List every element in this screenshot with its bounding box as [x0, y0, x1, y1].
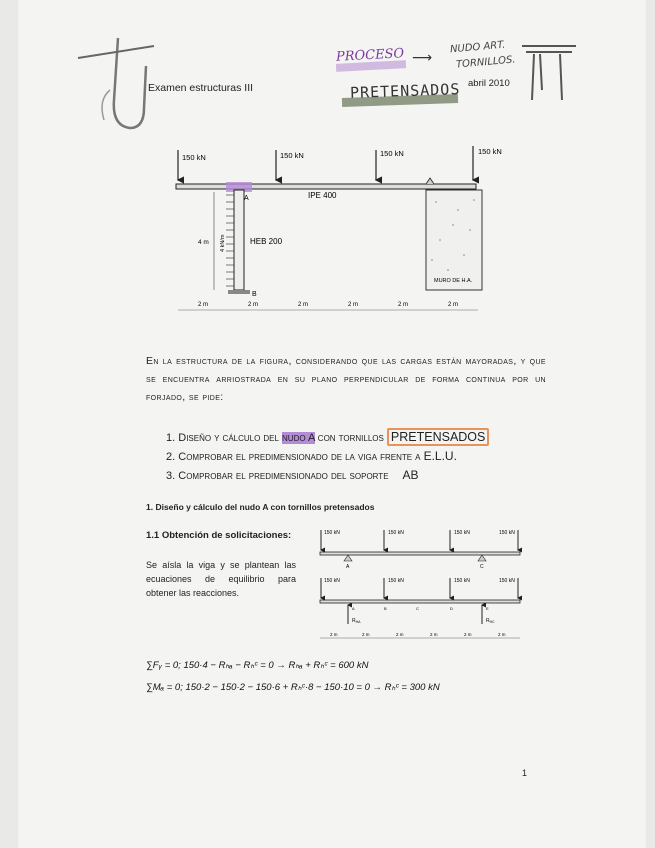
beam-label: IPE 400 [308, 191, 337, 200]
span-label: 2 m [330, 632, 338, 637]
point-label: C [416, 606, 419, 611]
equation-moments: ∑Mₐ = 0; 150·2 − 150·2 − 150·6 + Rₕᶜ·8 − 150·10 = 0 → Rₕᶜ = 300 kN [146, 682, 440, 693]
support-c-label: C [480, 564, 484, 570]
section-heading: 1. Diseño y cálculo del nudo A con tornillos pretensados [146, 502, 375, 512]
point-label: B [384, 606, 387, 611]
exam-date: abril 2010 [468, 78, 510, 89]
pin-support [426, 178, 434, 184]
equation-forces: ∑Fᵧ = 0; 150·4 − Rₕₐ − Rₕᶜ = 0 → Rₕₐ + Rₕᶜ = 600 kN [146, 660, 369, 671]
height-label: 4 m [198, 239, 209, 246]
span-label: 2 m [396, 632, 404, 637]
task-list [166, 428, 489, 485]
span-label: 2 m [348, 302, 359, 308]
task-item: 3. Comprobar el predimensionado del soporte AB [166, 468, 419, 482]
span-label: 2 m [498, 632, 506, 637]
load-label: 150 kN [454, 530, 470, 536]
point-label: E [486, 606, 489, 611]
load-label: 150 kN [324, 530, 340, 536]
beam-top [320, 552, 520, 555]
load-label: 150 kN [454, 578, 470, 584]
span-label: 2 m [398, 302, 409, 308]
problem-statement: En la estructura de la figura, considerando que las cargas están mayoradas, y que se encuentra arriostrada en su plano perpendicular de forma continua por un forjado, se pide: [146, 355, 546, 403]
point-label: D [450, 606, 453, 611]
load-label: 150 kN [280, 151, 304, 160]
reaction-a-label: $R_{HA}$ [352, 618, 361, 624]
task-item: 2. Comprobar el predimensionado de la viga frente a E.L.U. [166, 449, 457, 463]
exam-page [18, 0, 646, 848]
body-paragraph: Se aísla la viga y se plantean las ecuaciones de equilibrio para obtener las reacciones. [146, 560, 296, 598]
beam [176, 184, 476, 189]
wall-label: MURO DE H.A. [434, 278, 473, 284]
support-a [344, 555, 352, 561]
point-label: A [352, 606, 355, 611]
span-label: 2 m [248, 302, 259, 308]
load-label: 150 kN [324, 578, 340, 584]
span-label: 2 m [430, 632, 438, 637]
reaction-c-label: $R_{HC}$ [486, 618, 495, 624]
subsection-heading: 1.1 Obtención de solicitaciones: [146, 530, 292, 541]
span-label: 2 m [198, 302, 209, 308]
span-label: 2 m [448, 302, 459, 308]
column-label: HEB 200 [250, 237, 283, 246]
column-load-label: 4 kN/m [220, 234, 226, 252]
node-a-label: A [244, 195, 249, 202]
support-c [478, 555, 486, 561]
highlight-nudo-a: nudo A [282, 432, 315, 444]
note-nudo-art: NUDO ART. [449, 39, 506, 56]
column [234, 190, 244, 290]
note-proceso: PROCESO [335, 46, 405, 65]
load-label: 150 kN [499, 530, 515, 536]
task-item: 1. Diseño y cálculo del nudo A con tornillos PRETENSADOS [166, 428, 489, 447]
concrete-wall [426, 190, 482, 290]
node-b-label: B [252, 291, 257, 298]
load-label: 150 kN [388, 530, 404, 536]
support-a-label: A [346, 564, 350, 570]
course-title: Examen estructuras III [148, 82, 254, 94]
beam-bottom [320, 600, 520, 603]
structure-figure [168, 140, 518, 320]
span-label: 2 m [298, 302, 309, 308]
load-label: 150 kN [388, 578, 404, 584]
load-label: 150 kN [499, 578, 515, 584]
span-label: 2 m [362, 632, 370, 637]
load-label: 150 kN [380, 149, 404, 158]
beam-reaction-figure [316, 522, 528, 646]
note-pretensados: PRETENSADOS [349, 80, 461, 102]
load-label: 150 kN [478, 147, 502, 156]
sketch-icon [520, 30, 580, 110]
note-arrow: ⟶ [412, 50, 433, 66]
note-tornillos: TORNILLOS. [455, 54, 516, 71]
page-number: 1 [522, 768, 528, 778]
load-label: 150 kN [182, 153, 206, 162]
boxed-pretensados: PRETENSADOS [387, 428, 489, 446]
fixed-support [228, 290, 250, 294]
span-label: 2 m [464, 632, 472, 637]
